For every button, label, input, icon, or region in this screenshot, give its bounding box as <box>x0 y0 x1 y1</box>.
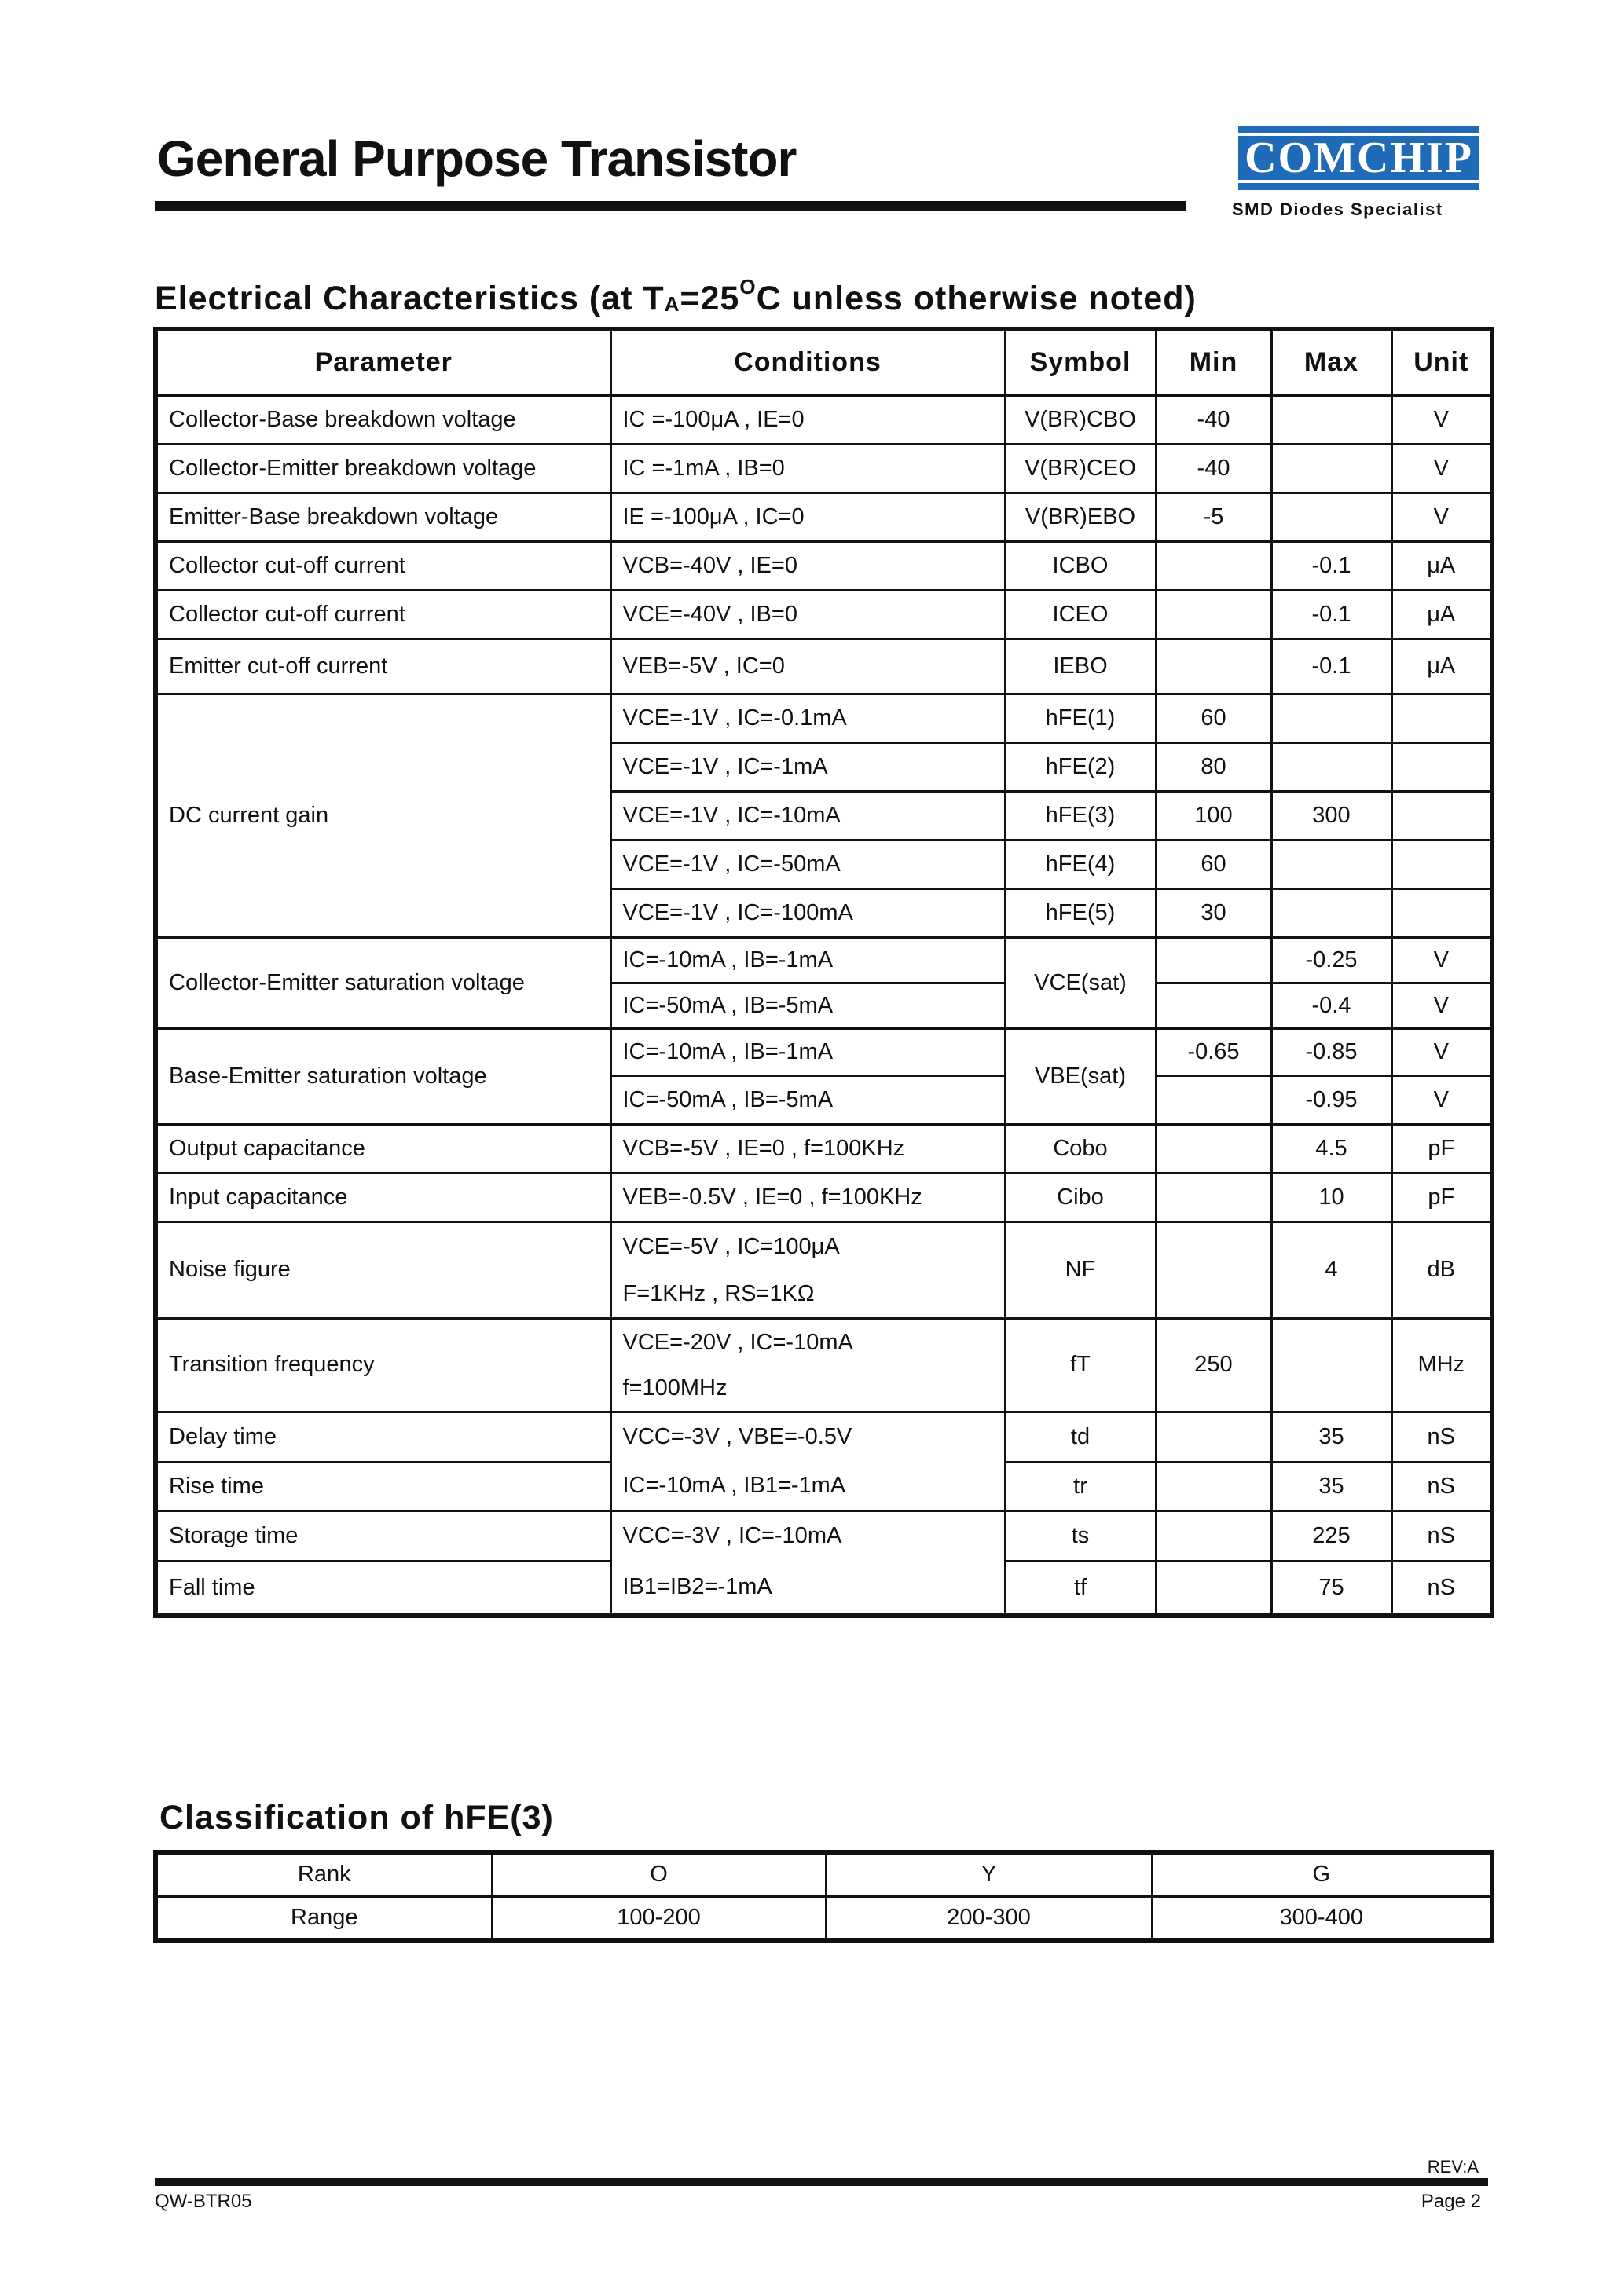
unit-cell: V <box>1391 395 1492 444</box>
table-row <box>156 1511 1492 1561</box>
param-cell: Fall time <box>156 1561 610 1616</box>
cond-cell: VCE=-1V , IC=-10mA <box>610 791 1005 840</box>
logo-tagline: SMD Diodes Specialist <box>1232 200 1443 219</box>
sym-cell: ts <box>1005 1511 1156 1561</box>
unit-cell: nS <box>1391 1561 1492 1616</box>
range-g: 300-400 <box>1152 1896 1492 1940</box>
min-cell <box>1156 1412 1271 1462</box>
max-cell: -0.1 <box>1271 541 1391 590</box>
min-cell <box>1156 1124 1271 1173</box>
unit-cell: nS <box>1391 1462 1492 1511</box>
cond-cell: IC=-50mA , IB=-5mA <box>610 983 1005 1028</box>
document-number: QW-BTR05 <box>155 2191 252 2212</box>
max-cell <box>1271 395 1391 444</box>
min-cell: -40 <box>1156 395 1271 444</box>
min-cell <box>1156 590 1271 639</box>
sym-cell: tf <box>1005 1561 1156 1616</box>
min-cell <box>1156 1561 1271 1616</box>
max-cell <box>1271 888 1391 937</box>
table-row <box>156 1124 1492 1173</box>
sym-cell: hFE(5) <box>1005 888 1156 937</box>
rank-y: Y <box>826 1852 1152 1896</box>
cond-cell: IC=-10mA , IB=-1mA <box>610 1028 1005 1075</box>
title-rule <box>155 201 1186 211</box>
sym-cell: hFE(3) <box>1005 791 1156 840</box>
max-cell: 35 <box>1271 1412 1391 1462</box>
unit-cell: MHz <box>1391 1318 1492 1412</box>
param-cell: Output capacitance <box>156 1124 610 1173</box>
max-cell: 300 <box>1271 791 1391 840</box>
rank-o: O <box>492 1852 826 1896</box>
table-row <box>156 1462 1492 1511</box>
min-cell: 60 <box>1156 840 1271 888</box>
title-part: =25 <box>680 280 740 317</box>
cond-cell <box>610 1318 1005 1412</box>
unit-cell: nS <box>1391 1511 1492 1561</box>
cond-cell: IE =-100μA , IC=0 <box>610 493 1005 541</box>
cond-line: VCE=-5V , IC=100μA <box>622 1233 840 1259</box>
min-cell <box>1156 1221 1271 1318</box>
sym-cell: hFE(2) <box>1005 742 1156 791</box>
table-row <box>156 1221 1492 1318</box>
cond-cell: IC =-100μA , IE=0 <box>610 395 1005 444</box>
param-cell: Collector-Emitter saturation voltage <box>156 937 610 1028</box>
min-cell: -5 <box>1156 493 1271 541</box>
range-row <box>156 1896 1492 1940</box>
cond-cell: VCE=-40V , IB=0 <box>610 590 1005 639</box>
table-row <box>156 493 1492 541</box>
max-cell: 10 <box>1271 1173 1391 1221</box>
table-row <box>156 694 1492 742</box>
col-parameter: Parameter <box>156 329 610 395</box>
table-row <box>156 1173 1492 1221</box>
title-part: C unless otherwise noted) <box>756 280 1197 317</box>
unit-cell: V <box>1391 1075 1492 1124</box>
param-cell: Collector cut-off current <box>156 541 610 590</box>
min-cell <box>1156 1173 1271 1221</box>
max-cell: -0.4 <box>1271 983 1391 1028</box>
min-cell <box>1156 983 1271 1028</box>
min-cell: -0.65 <box>1156 1028 1271 1075</box>
footer-rule <box>155 2178 1488 2186</box>
cond-cell: VCB=-5V , IE=0 , f=100KHz <box>610 1124 1005 1173</box>
unit-cell <box>1391 742 1492 791</box>
table-row <box>156 541 1492 590</box>
min-cell: 100 <box>1156 791 1271 840</box>
cond-cell: IC=-50mA , IB=-5mA <box>610 1075 1005 1124</box>
unit-cell: V <box>1391 983 1492 1028</box>
table-row <box>156 1028 1492 1075</box>
max-cell <box>1271 444 1391 493</box>
page-title: General Purpose Transistor <box>157 130 797 187</box>
table-row <box>156 1412 1492 1462</box>
page-number: Page 2 <box>1421 2191 1481 2212</box>
unit-cell: pF <box>1391 1173 1492 1221</box>
col-unit: Unit <box>1391 329 1492 395</box>
classification-title: Classification of hFE(3) <box>159 1799 554 1836</box>
unit-cell: μA <box>1391 541 1492 590</box>
range-label: Range <box>156 1896 492 1940</box>
max-cell <box>1271 1318 1391 1412</box>
col-max: Max <box>1271 329 1391 395</box>
cond-cell: VCE=-1V , IC=-50mA <box>610 840 1005 888</box>
min-cell: 30 <box>1156 888 1271 937</box>
col-symbol: Symbol <box>1005 329 1156 395</box>
param-cell: Noise figure <box>156 1221 610 1318</box>
cond-cell: VCC=-3V , IC=-10mA <box>610 1511 1005 1561</box>
param-cell: Base-Emitter saturation voltage <box>156 1028 610 1124</box>
max-cell: 225 <box>1271 1511 1391 1561</box>
unit-cell: pF <box>1391 1124 1492 1173</box>
sym-cell: VCE(sat) <box>1005 937 1156 1028</box>
cond-line: VCE=-20V , IC=-10mA <box>622 1329 853 1355</box>
cond-cell: VCE=-1V , IC=-0.1mA <box>610 694 1005 742</box>
sym-cell: tr <box>1005 1462 1156 1511</box>
max-cell: -0.1 <box>1271 590 1391 639</box>
param-cell: Collector cut-off current <box>156 590 610 639</box>
table-row <box>156 1318 1492 1412</box>
min-cell <box>1156 1075 1271 1124</box>
sym-cell: Cobo <box>1005 1124 1156 1173</box>
min-cell <box>1156 639 1271 694</box>
table-row <box>156 444 1492 493</box>
cond-cell: VCC=-3V , VBE=-0.5V <box>610 1412 1005 1462</box>
unit-cell: μA <box>1391 639 1492 694</box>
cond-line: f=100MHz <box>622 1375 728 1401</box>
min-cell <box>1156 541 1271 590</box>
unit-cell <box>1391 791 1492 840</box>
min-cell: 80 <box>1156 742 1271 791</box>
sym-cell: V(BR)EBO <box>1005 493 1156 541</box>
unit-cell: dB <box>1391 1221 1492 1318</box>
max-cell: -0.1 <box>1271 639 1391 694</box>
unit-cell: V <box>1391 937 1492 983</box>
cond-cell: VEB=-0.5V , IE=0 , f=100KHz <box>610 1173 1005 1221</box>
table-row <box>156 590 1492 639</box>
sym-cell: V(BR)CEO <box>1005 444 1156 493</box>
logo-text: COMCHIP <box>1234 133 1484 183</box>
cond-cell: IB1=IB2=-1mA <box>610 1561 1005 1616</box>
rank-g: G <box>1152 1852 1492 1896</box>
max-cell <box>1271 493 1391 541</box>
min-cell <box>1156 1511 1271 1561</box>
sym-cell: td <box>1005 1412 1156 1462</box>
sym-cell: ICEO <box>1005 590 1156 639</box>
table-row <box>156 639 1492 694</box>
sym-cell: Cibo <box>1005 1173 1156 1221</box>
title-sub: A <box>664 292 680 316</box>
sym-cell: hFE(4) <box>1005 840 1156 888</box>
unit-cell <box>1391 888 1492 937</box>
min-cell <box>1156 937 1271 983</box>
table-row <box>156 395 1492 444</box>
cond-cell: IC=-10mA , IB=-1mA <box>610 937 1005 983</box>
unit-cell: μA <box>1391 590 1492 639</box>
param-cell: Collector-Emitter breakdown voltage <box>156 444 610 493</box>
table-header-row <box>156 329 1492 395</box>
min-cell: -40 <box>1156 444 1271 493</box>
max-cell: 75 <box>1271 1561 1391 1616</box>
param-cell: Storage time <box>156 1511 610 1561</box>
sym-cell: IEBO <box>1005 639 1156 694</box>
max-cell: 4.5 <box>1271 1124 1391 1173</box>
max-cell: -0.85 <box>1271 1028 1391 1075</box>
range-o: 100-200 <box>492 1896 826 1940</box>
col-min: Min <box>1156 329 1271 395</box>
cond-cell: VEB=-5V , IC=0 <box>610 639 1005 694</box>
unit-cell: V <box>1391 1028 1492 1075</box>
cond-line: F=1KHz , RS=1KΩ <box>622 1280 815 1306</box>
param-cell: Transition frequency <box>156 1318 610 1412</box>
param-cell: Emitter-Base breakdown voltage <box>156 493 610 541</box>
range-y: 200-300 <box>826 1896 1152 1940</box>
param-cell: Input capacitance <box>156 1173 610 1221</box>
max-cell: -0.95 <box>1271 1075 1391 1124</box>
rank-row <box>156 1852 1492 1896</box>
max-cell <box>1271 742 1391 791</box>
max-cell: 35 <box>1271 1462 1391 1511</box>
table-row <box>156 1561 1492 1616</box>
cond-cell: IC =-1mA , IB=0 <box>610 444 1005 493</box>
max-cell <box>1271 840 1391 888</box>
col-conditions: Conditions <box>610 329 1005 395</box>
electrical-characteristics-title <box>155 275 1197 318</box>
param-cell: DC current gain <box>156 694 610 937</box>
electrical-characteristics-table <box>153 327 1494 1618</box>
sym-cell: NF <box>1005 1221 1156 1318</box>
sym-cell: hFE(1) <box>1005 694 1156 742</box>
sym-cell: ICBO <box>1005 541 1156 590</box>
unit-cell: V <box>1391 444 1492 493</box>
param-cell: Delay time <box>156 1412 610 1462</box>
revision-label: REV:A <box>1427 2157 1479 2177</box>
param-cell: Collector-Base breakdown voltage <box>156 395 610 444</box>
unit-cell: nS <box>1391 1412 1492 1462</box>
degree-symbol: O <box>739 275 757 298</box>
comchip-logo <box>1238 126 1479 190</box>
unit-cell: V <box>1391 493 1492 541</box>
rank-label: Rank <box>156 1852 492 1896</box>
min-cell: 60 <box>1156 694 1271 742</box>
cond-cell: VCB=-40V , IE=0 <box>610 541 1005 590</box>
param-cell: Emitter cut-off current <box>156 639 610 694</box>
max-cell: 4 <box>1271 1221 1391 1318</box>
cond-cell: IC=-10mA , IB1=-1mA <box>610 1462 1005 1511</box>
sym-cell: VBE(sat) <box>1005 1028 1156 1124</box>
param-cell: Rise time <box>156 1462 610 1511</box>
min-cell: 250 <box>1156 1318 1271 1412</box>
table-row <box>156 937 1492 983</box>
max-cell <box>1271 694 1391 742</box>
cond-cell <box>610 1221 1005 1318</box>
sym-cell: fT <box>1005 1318 1156 1412</box>
classification-table <box>153 1850 1494 1943</box>
title-part: Electrical Characteristics (at T <box>155 280 665 317</box>
max-cell: -0.25 <box>1271 937 1391 983</box>
sym-cell: V(BR)CBO <box>1005 395 1156 444</box>
cond-cell: VCE=-1V , IC=-100mA <box>610 888 1005 937</box>
unit-cell <box>1391 694 1492 742</box>
unit-cell <box>1391 840 1492 888</box>
min-cell <box>1156 1462 1271 1511</box>
cond-cell: VCE=-1V , IC=-1mA <box>610 742 1005 791</box>
